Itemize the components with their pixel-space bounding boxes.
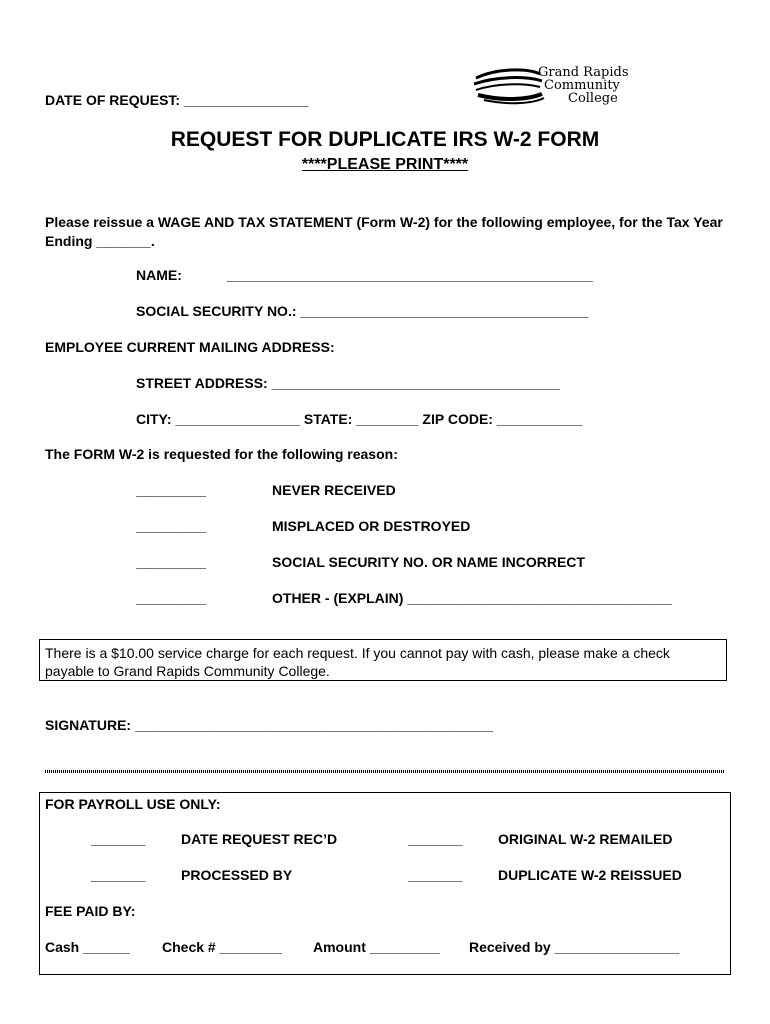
reason-blank-other[interactable]: _________ xyxy=(136,590,207,606)
mailing-address-heading: EMPLOYEE CURRENT MAILING ADDRESS: xyxy=(45,339,335,355)
date-request-received-label: DATE REQUEST REC’D xyxy=(181,831,338,847)
form-title: REQUEST FOR DUPLICATE IRS W-2 FORM xyxy=(170,128,600,151)
street-address-field[interactable]: STREET ADDRESS: _____________________________________ xyxy=(136,375,560,391)
cash-field[interactable]: Cash ______ xyxy=(45,939,130,955)
duplicate-w2-reissued-label: DUPLICATE W-2 REISSUED xyxy=(498,867,682,883)
date-of-request-field[interactable]: DATE OF REQUEST: ________________ xyxy=(45,92,309,108)
check-number-field[interactable]: Check # ________ xyxy=(162,939,282,955)
dotted-separator xyxy=(45,770,725,773)
form-subtitle: ****PLEASE PRINT**** xyxy=(301,156,469,173)
college-logo xyxy=(472,64,677,106)
city-state-zip-field[interactable]: CITY: ________________ STATE: ________ ZIP CODE: ___________ xyxy=(136,411,583,427)
original-w2-remailed-label: ORIGINAL W-2 REMAILED xyxy=(498,831,673,847)
logo-text-line1: Grand Rapids xyxy=(538,65,629,80)
reason-other-explain-field[interactable]: OTHER - (EXPLAIN) __________________________________ xyxy=(272,590,673,606)
fee-paid-by-label: FEE PAID BY: xyxy=(45,903,136,919)
date-received-blank[interactable]: _______ xyxy=(91,831,146,847)
signature-field[interactable]: SIGNATURE: ______________________________________________ xyxy=(45,717,494,733)
name-label: NAME: xyxy=(136,267,182,283)
reason-never-received: NEVER RECEIVED xyxy=(272,482,396,498)
reason-blank-misplaced[interactable]: _________ xyxy=(136,518,207,534)
received-by-field[interactable]: Received by ________________ xyxy=(469,939,680,955)
processed-by-blank[interactable]: _______ xyxy=(91,867,146,883)
intro-paragraph: Please reissue a WAGE AND TAX STATEMENT (Form W-2) for the following employee, for the Tax Year Ending _______. xyxy=(45,214,723,249)
logo-text-line2: Community xyxy=(544,78,620,93)
reason-misplaced-destroyed: MISPLACED OR DESTROYED xyxy=(272,518,471,534)
reason-blank-ssn-incorrect[interactable]: _________ xyxy=(136,554,207,570)
original-remailed-blank[interactable]: _______ xyxy=(408,831,463,847)
service-charge-notice: There is a $10.00 service charge for each request. If you cannot pay with cash, please make a check payable to Grand Rapids Community College. xyxy=(39,639,727,681)
reason-heading: The FORM W-2 is requested for the following reason: xyxy=(45,446,398,462)
reason-ssn-name-incorrect: SOCIAL SECURITY NO. OR NAME INCORRECT xyxy=(272,554,585,570)
amount-field[interactable]: Amount _________ xyxy=(313,939,440,955)
processed-by-label: PROCESSED BY xyxy=(181,867,293,883)
ssn-field[interactable]: SOCIAL SECURITY NO.: _____________________________________ xyxy=(136,303,589,319)
duplicate-reissued-blank[interactable]: _______ xyxy=(408,867,463,883)
logo-text-line3: College xyxy=(568,91,618,106)
name-field[interactable]: _______________________________________________ xyxy=(227,267,593,283)
reason-blank-never-received[interactable]: _________ xyxy=(136,482,207,498)
payroll-heading: FOR PAYROLL USE ONLY: xyxy=(45,796,221,812)
